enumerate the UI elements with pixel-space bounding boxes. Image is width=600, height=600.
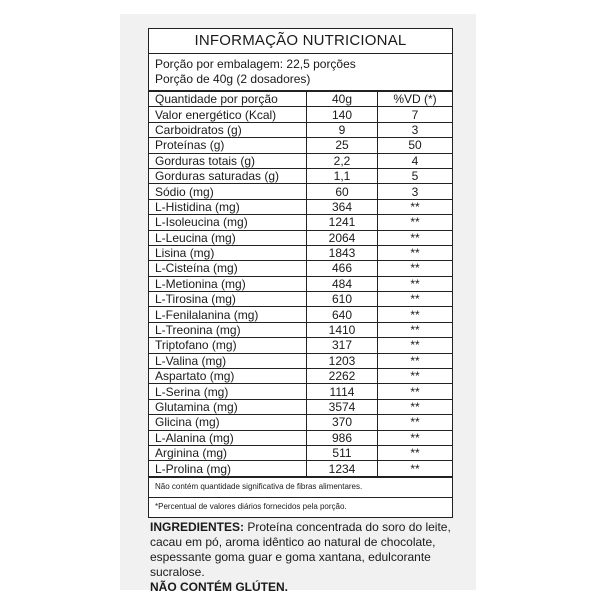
nutrient-daily-value: ** [378,430,453,445]
table-row [149,353,452,368]
nutrient-daily-value: ** [378,338,453,353]
nutrient-name: L-Isoleucina (mg) [149,215,307,230]
nutrient-amount: 140 [307,107,378,122]
nutrient-daily-value: 4 [378,153,453,168]
daily-value-note: *Percentual de valores diários fornecidos pela porção. [155,501,347,511]
header-daily-value: %VD (*) [378,92,453,107]
table-row [149,107,452,122]
nutrient-amount: 1410 [307,322,378,337]
table-row [149,384,452,399]
nutrient-daily-value: 50 [378,138,453,153]
table-row [149,122,452,137]
nutrient-name: L-Valina (mg) [149,353,307,368]
table-row [149,168,452,183]
gluten-statement: NÃO CONTÉM GLÚTEN. [150,580,288,594]
table-row [149,292,452,307]
nutrient-daily-value: ** [378,461,453,477]
table-header-row [149,92,452,107]
table-row [149,230,452,245]
nutrition-facts-label [148,28,453,518]
nutrient-amount: 2064 [307,230,378,245]
header-quantity: Quantidade por porção [149,92,307,107]
nutrient-name: Proteínas (g) [149,138,307,153]
nutrient-daily-value: ** [378,353,453,368]
nutrient-daily-value: 5 [378,168,453,183]
nutrient-amount: 610 [307,292,378,307]
nutrient-amount: 2262 [307,369,378,384]
servings-per-package: Porção por embalagem: 22,5 porções [155,57,356,71]
nutrient-name: Gorduras saturadas (g) [149,168,307,183]
nutrient-amount: 2,2 [307,153,378,168]
nutrient-name: L-Histidina (mg) [149,199,307,214]
table-row [149,184,452,199]
nutrient-name: L-Leucina (mg) [149,230,307,245]
table-row [149,276,452,291]
table-row [149,199,452,214]
nutrient-name: L-Treonina (mg) [149,322,307,337]
table-row [149,261,452,276]
table-row [149,215,452,230]
nutrient-amount: 1843 [307,245,378,260]
nutrient-name: Valor energético (Kcal) [149,107,307,122]
fiber-note: Não contém quantidade significativa de fibras alimentares. [149,478,452,498]
table-row [149,138,452,153]
ingredients-label: INGREDIENTES: [150,520,245,534]
nutrient-daily-value: ** [378,276,453,291]
nutrient-name: Gorduras totais (g) [149,153,307,168]
nutrient-name: Glutamina (mg) [149,399,307,414]
nutrient-daily-value: ** [378,215,453,230]
nutrient-amount: 1203 [307,353,378,368]
nutrition-table [149,92,452,478]
nutrient-name: Triptofano (mg) [149,338,307,353]
nutrient-daily-value: ** [378,322,453,337]
nutrient-name: L-Alanina (mg) [149,430,307,445]
nutrient-amount: 484 [307,276,378,291]
nutrient-amount: 364 [307,199,378,214]
nutrient-amount: 60 [307,184,378,199]
nutrient-name: Aspartato (mg) [149,369,307,384]
nutrient-name: L-Tirosina (mg) [149,292,307,307]
table-row [149,445,452,460]
nutrient-amount: 370 [307,415,378,430]
nutrient-daily-value: ** [378,399,453,414]
nutrient-name: Arginina (mg) [149,445,307,460]
nutrient-daily-value: 7 [378,107,453,122]
nutrient-amount: 9 [307,122,378,137]
table-row [149,338,452,353]
nutrient-amount: 511 [307,445,378,460]
nutrient-name: Carboidratos (g) [149,122,307,137]
nutrient-amount: 1234 [307,461,378,477]
nutrient-daily-value: ** [378,230,453,245]
serving-info [149,54,452,92]
ingredients-block [150,520,460,595]
nutrient-name: Sódio (mg) [149,184,307,199]
nutrient-amount: 317 [307,338,378,353]
nutrient-name: L-Fenilalanina (mg) [149,307,307,322]
nutrient-daily-value: ** [378,384,453,399]
table-row [149,369,452,384]
nutrient-amount: 1114 [307,384,378,399]
label-title: INFORMAÇÃO NUTRICIONAL [149,29,452,54]
table-row [149,430,452,445]
table-row [149,322,452,337]
header-amount: 40g [307,92,378,107]
nutrient-name: Lisina (mg) [149,245,307,260]
nutrient-daily-value: ** [378,261,453,276]
nutrient-name: L-Prolina (mg) [149,461,307,477]
nutrient-daily-value: ** [378,199,453,214]
nutrient-daily-value: ** [378,245,453,260]
nutrient-name: Glicina (mg) [149,415,307,430]
nutrient-name: L-Serina (mg) [149,384,307,399]
nutrient-amount: 640 [307,307,378,322]
table-row [149,245,452,260]
nutrient-daily-value: ** [378,307,453,322]
ingredients-text: Proteína concentrada do soro do leite, cacau em pó, aroma idêntico ao natural de chocolate, espessante goma guar e goma xantana, edulcorante sucralose. [150,520,451,579]
table-row [149,415,452,430]
nutrient-daily-value: 3 [378,122,453,137]
nutrient-daily-value: ** [378,292,453,307]
nutrient-name: L-Cisteína (mg) [149,261,307,276]
nutrient-name: L-Metionina (mg) [149,276,307,291]
nutrient-daily-value: ** [378,445,453,460]
nutrient-daily-value: ** [378,415,453,430]
table-row [149,153,452,168]
table-row [149,399,452,414]
nutrient-amount: 986 [307,430,378,445]
portion-size: Porção de 40g (2 dosadores) [155,72,311,86]
table-row [149,461,452,477]
nutrient-amount: 1241 [307,215,378,230]
nutrient-amount: 25 [307,138,378,153]
nutrient-amount: 466 [307,261,378,276]
nutrient-daily-value: 3 [378,184,453,199]
nutrient-amount: 3574 [307,399,378,414]
nutrient-daily-value: ** [378,369,453,384]
nutrient-amount: 1,1 [307,168,378,183]
table-row [149,307,452,322]
